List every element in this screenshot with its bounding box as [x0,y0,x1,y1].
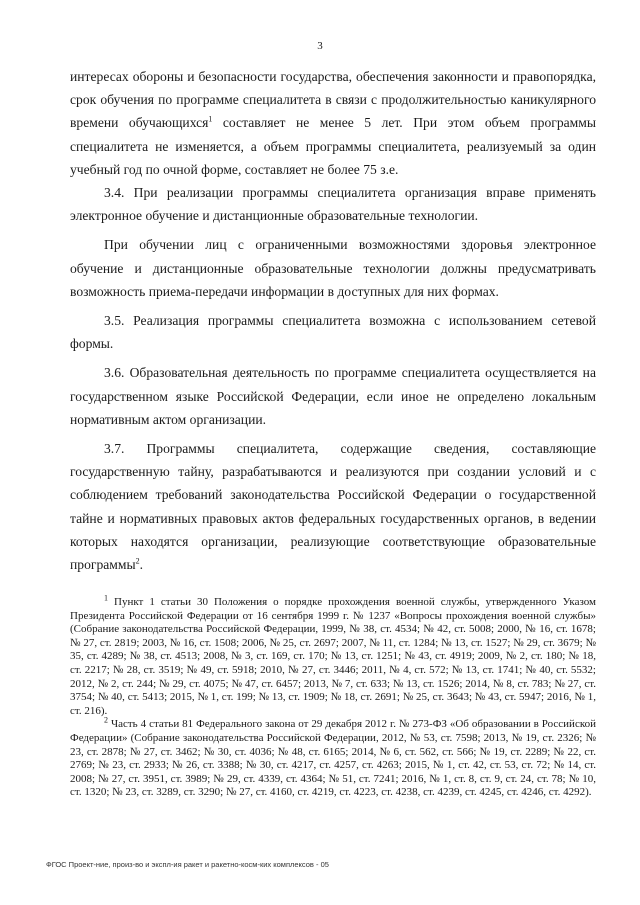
footnote-marker-2: 2 [104,715,108,725]
footnote-marker-1: 1 [104,593,108,603]
paragraph-3-5: 3.5. Реализация программы специалитета возможна с использованием сетевой формы. [70,313,596,352]
paragraph-text: . [139,557,144,573]
paragraph-3-3-continued [70,65,596,181]
body-text [70,65,596,576]
paragraph-text: интересах обороны и безопасности государства, обеспечения законности и правопорядка, срок обучения по программе специалитета в связи с продолжительностью каникулярного времени обучающихся [70,69,596,131]
paragraph-3-4: 3.4. При реализации программы специалитета организация вправе применять электронное обучение и дистанционные образовательные технологии. [70,185,596,224]
footnote-text: Пункт 1 статьи 30 Положения о порядке прохождения военной службы, утвержденного Указом Президента Российской Федерации от 16 сентября 1999 г. № 1237 «Вопросы прохождения военной службы» (Собрание законодательства Российской Федерации, 1999, № 38, ст. 4534; № 42, ст. 5008; 2000, № 16, ст. 1678; № 27, ст. 2819; 2003, № 16, ст. 1508; 2006, № 25, ст. 2697; 2007, № 11, ст. 1284; № 13, ст. 1527; № 29, ст. 3679; № 35, ст. 4289; № 38, ст. 4513; 2008, № 3, ст. 169, ст. 170; № 13, ст. 1251; № 43, ст. 4919; 2009, № 2, ст. 180; № 18, ст. 2217; № 28, ст. 3519; № 49, ст. 5918; 2010, № 27, ст. 3446; 2011, № 4, ст. 572; № 13, ст. 1741; № 40, ст. 5532; 2012, № 2, ст. 244; № 29, ст. 4075; № 47, ст. 6457; 2013, № 7, ст. 633; № 13, ст. 1526; 2014, № 8, ст. 783; № 27, ст. 3754; № 40, ст. 5413; 2015, № 1, ст. 199; № 13, ст. 1909; № 18, ст. 2691; № 25, ст. 3643; № 43, ст. 5947; 2016, № 1, ст. 216). [70,596,596,717]
footnote-ref-1[interactable]: 1 [208,114,213,124]
footnote-ref-2[interactable]: 2 [135,556,140,566]
footnote-2 [70,715,596,800]
paragraph-text: 3.7. Программы специалитета, содержащие сведения, составляющие государственную тайну, разрабатываются и реализуются при создании условий и с соблюдением требований законодательства Российской Федерации о государственной тайне и нормативных правовых актов федеральных государственных органов, в ведении которых находятся организации, реализующие соответствующие образовательные программы [70,441,596,573]
footnote-text: Часть 4 статьи 81 Федерального закона от 29 декабря 2012 г. № 273-ФЗ «Об образовании в Российской Федерации» (Собрание законодательства Российской Федерации, 2012, № 53, ст. 7598; 2013, № 19, ст. 2326; № 23, ст. 2878; № 27, ст. 3462; № 30, ст. 4036; № 48, ст. 6165; 2014, № 6, ст. 562, ст. 566; № 19, ст. 2289; № 22, ст. 2769; № 23, ст. 2933; № 26, ст. 3388; № 30, ст. 4217, ст. 4257, ст. 4263; 2015, № 1, ст. 42, ст. 53, ст. 72; № 14, ст. 2008; № 27, ст. 3951, ст. 3989; № 29, ст. 4339, ст. 4364; № 51, ст. 7241; 2016, № 1, ст. 8, ст. 9, ст. 24, ст. 78; № 10, ст. 1320; № 23, ст. 3289, ст. 3290; № 27, ст. 4160, ст. 4219, ст. 4223, ст. 4238, ст. 4239, ст. 4245, ст. 4246, ст. 4292). [70,718,596,799]
paragraph-disabilities: При обучении лиц с ограниченными возможностями здоровья электронное обучение и дистанционные образовательные технологии должны предусматривать возможность приема-передачи информации в доступных для них формах. [70,237,596,299]
footnotes [70,593,596,800]
paragraph-3-7 [70,437,596,576]
footnote-1 [70,593,596,718]
page-number: 3 [317,40,323,52]
page-footer: ФГОС Проект-ние, произ-во и экспл-ия ракет и ракетно-косм-ких комплексов - 05 [46,860,329,869]
paragraph-3-6: 3.6. Образовательная деятельность по программе специалитета осуществляется на государственном языке Российской Федерации, если иное не определено локальным нормативным актом организации. [70,365,596,427]
paragraph-text: составляет не менее 5 лет. При этом объем программы специалитета не изменяется, а объем программы специалитета, реализуемый за один учебный год по очной форме, составляет не более 75 з.е. [70,115,596,177]
